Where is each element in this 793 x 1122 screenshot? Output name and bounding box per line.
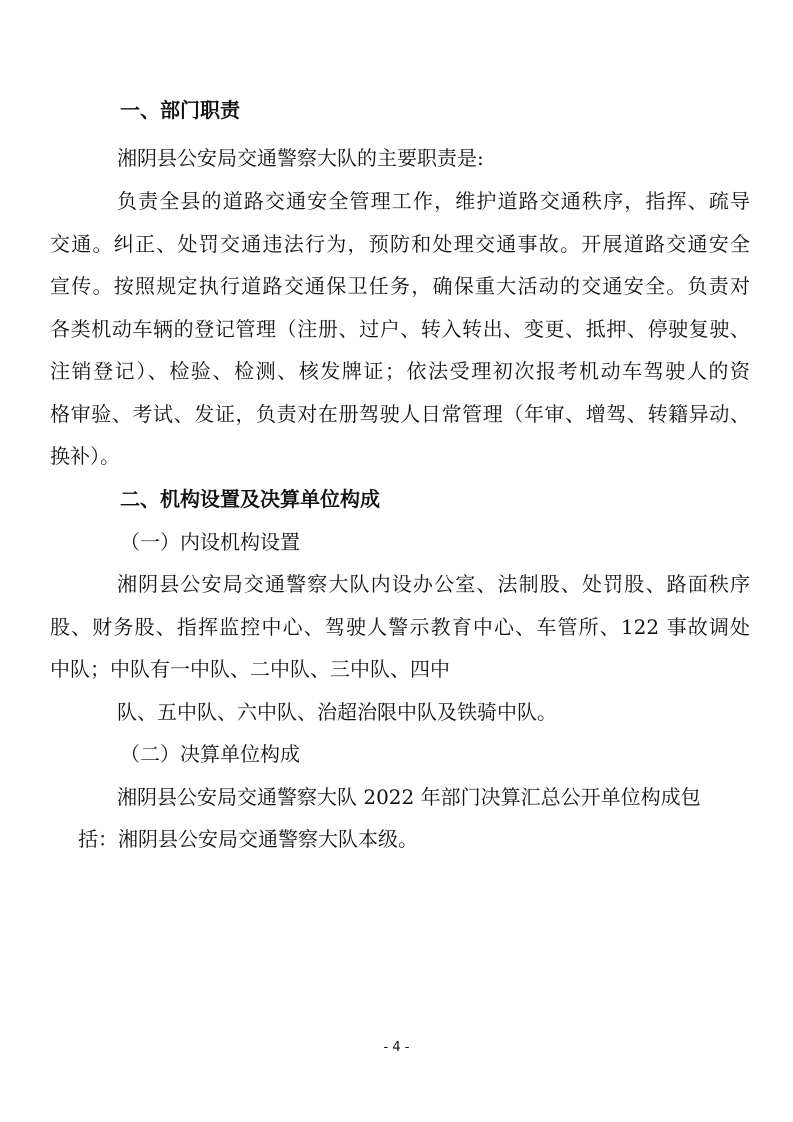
structure-line: 湘阴县公安局交通警察大队内设办公室、法制股、处罚股、路面秩序 (117, 572, 750, 596)
duties-line: 格审验、考试、发证，负责对在册驾驶人日常管理（年审、增驾、转籍异动、 (50, 402, 750, 426)
duties-line: 交通。纠正、处罚交通违法行为，预防和处理交通事故。开展道路交通安全 (50, 232, 750, 256)
duties-line: 宣传。按照规定执行道路交通保卫任务，确保重大活动的交通安全。负责对 (50, 274, 750, 298)
duties-line: 注销登记）、检验、检测、核发牌证；依法受理初次报考机动车驾驶人的资 (50, 359, 750, 383)
section-heading-structure: 二、机构设置及决算单位构成 (120, 487, 380, 511)
units-line: 括：湘阴县公安局交通警察大队本级。 (78, 827, 418, 851)
section-heading-duties: 一、部门职责 (120, 98, 240, 122)
subsection-heading-internal: （一）内设机构设置 (120, 530, 300, 554)
structure-line: 中队；中队有一中队、二中队、三中队、四中 (50, 657, 450, 681)
duties-line: 负责全县的道路交通安全管理工作，维护道路交通秩序，指挥、疏导 (117, 189, 750, 213)
duties-line: 换补）。 (50, 444, 120, 468)
structure-line: 队、五中队、六中队、治超治限中队及铁骑中队。 (117, 700, 557, 724)
units-line: 湘阴县公安局交通警察大队 2022 年部门决算汇总公开单位构成包 (117, 785, 701, 809)
duties-intro: 湘阴县公安局交通警察大队的主要职责是: (117, 146, 484, 170)
duties-line: 各类机动车辆的登记管理（注册、过户、转入转出、变更、抵押、停驶复驶、 (50, 317, 750, 341)
page-number: - 4 - (383, 1040, 410, 1055)
structure-line: 股、财务股、指挥监控中心、驾驶人警示教育中心、车管所、122 事故调处 (50, 615, 750, 639)
subsection-heading-units: （二）决算单位构成 (120, 742, 300, 766)
